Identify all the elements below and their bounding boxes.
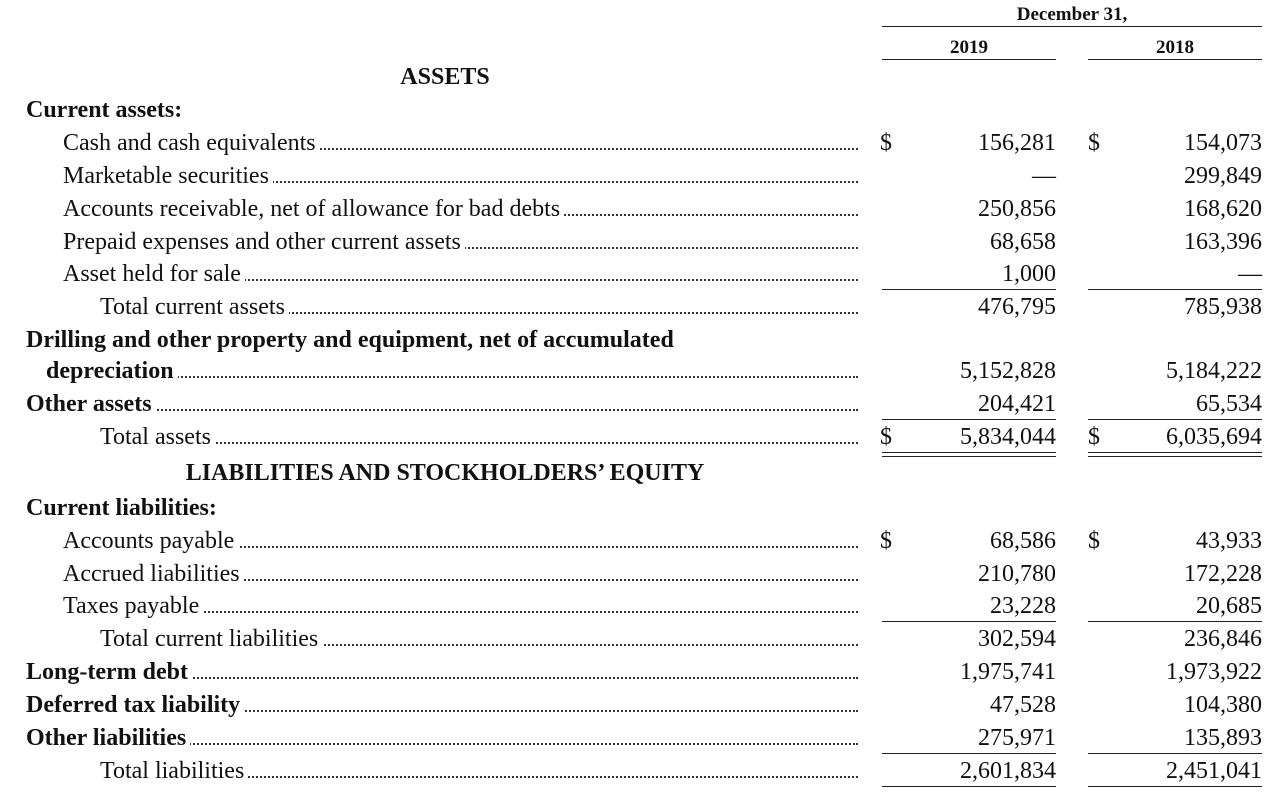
row-label-text: Accounts payable bbox=[63, 528, 238, 554]
subtotal-rule bbox=[1088, 419, 1262, 420]
header-rule bbox=[882, 26, 1262, 27]
subtotal-rule bbox=[882, 753, 1056, 754]
table-row bbox=[0, 755, 1278, 787]
total-double-rule bbox=[882, 452, 1056, 457]
table-row bbox=[0, 656, 1278, 688]
value-2018: 104,380 bbox=[1184, 692, 1262, 718]
table-row bbox=[0, 127, 1278, 159]
row-label-text: Other liabilities bbox=[26, 725, 190, 751]
subtotal-rule bbox=[882, 786, 1056, 787]
row-label bbox=[26, 656, 192, 688]
value-2019: — bbox=[1032, 163, 1056, 189]
row-label-text: Current assets: bbox=[26, 97, 186, 123]
value-2018: 168,620 bbox=[1184, 196, 1262, 222]
table-row bbox=[0, 355, 1278, 387]
subtotal-rule bbox=[882, 621, 1056, 622]
row-label-text: Asset held for sale bbox=[63, 261, 245, 287]
row-label-text: Taxes payable bbox=[63, 593, 203, 619]
value-2018: 154,073 bbox=[1184, 130, 1262, 156]
table-row bbox=[0, 94, 1278, 126]
value-2018: 65,534 bbox=[1196, 391, 1262, 417]
row-label-text: Drilling and other property and equipment, net of accumulated bbox=[26, 327, 678, 353]
value-2018: 135,893 bbox=[1184, 725, 1262, 751]
row-label-text: Deferred tax liability bbox=[26, 692, 244, 718]
row-label-text: Total current liabilities bbox=[100, 626, 322, 652]
value-2018: — bbox=[1238, 261, 1262, 287]
year-2018-rule bbox=[1088, 59, 1262, 60]
currency-symbol: $ bbox=[880, 130, 892, 156]
row-label bbox=[63, 226, 465, 258]
table-row bbox=[0, 291, 1278, 323]
year-2019-header: 2019 bbox=[950, 37, 988, 58]
row-label-text: Total current assets bbox=[100, 294, 289, 320]
row-label-text: Cash and cash equivalents bbox=[63, 130, 320, 156]
row-label bbox=[63, 558, 244, 590]
subtotal-rule bbox=[1088, 289, 1262, 290]
value-2018: 299,849 bbox=[1184, 163, 1262, 189]
row-label bbox=[63, 258, 245, 290]
currency-symbol: $ bbox=[880, 528, 892, 554]
table-row bbox=[0, 558, 1278, 590]
row-label-text: Other assets bbox=[26, 391, 156, 417]
value-2019: 204,421 bbox=[978, 391, 1056, 417]
row-label bbox=[63, 160, 273, 192]
row-label bbox=[100, 421, 215, 453]
total-double-rule bbox=[1088, 452, 1262, 457]
row-label bbox=[63, 525, 238, 557]
value-2019: 275,971 bbox=[978, 725, 1056, 751]
subtotal-rule bbox=[1088, 786, 1262, 787]
year-2018-header: 2018 bbox=[1156, 37, 1194, 58]
value-2018: 1,973,922 bbox=[1166, 659, 1262, 685]
value-2019: 476,795 bbox=[978, 294, 1056, 320]
value-2018: 2,451,041 bbox=[1166, 758, 1262, 784]
row-label-text: Marketable securities bbox=[63, 163, 273, 189]
subtotal-rule bbox=[1088, 753, 1262, 754]
value-2018: 785,938 bbox=[1184, 294, 1262, 320]
row-label bbox=[26, 689, 244, 721]
value-2019: 1,975,741 bbox=[960, 659, 1056, 685]
value-2019: 47,528 bbox=[990, 692, 1056, 718]
value-2019: 68,586 bbox=[990, 528, 1056, 554]
row-label-text: depreciation bbox=[46, 358, 178, 384]
row-label-text: Prepaid expenses and other current assets bbox=[63, 229, 465, 255]
table-row bbox=[0, 689, 1278, 721]
row-label bbox=[63, 590, 203, 622]
currency-symbol: $ bbox=[880, 424, 892, 450]
value-2018: 43,933 bbox=[1196, 528, 1262, 554]
table-row bbox=[0, 193, 1278, 225]
value-2018: 163,396 bbox=[1184, 229, 1262, 255]
row-label-text: Current liabilities: bbox=[26, 495, 221, 521]
row-label-text: Long-term debt bbox=[26, 659, 192, 685]
row-label bbox=[26, 722, 190, 754]
currency-symbol: $ bbox=[1088, 424, 1100, 450]
value-2019: 1,000 bbox=[1002, 261, 1056, 287]
value-2019: 156,281 bbox=[978, 130, 1056, 156]
value-2019: 68,658 bbox=[990, 229, 1056, 255]
liabilities-section-title: LIABILITIES AND STOCKHOLDERS’ EQUITY bbox=[185, 460, 705, 486]
value-2018: 172,228 bbox=[1184, 561, 1262, 587]
row-label bbox=[26, 324, 678, 356]
table-row bbox=[0, 160, 1278, 192]
value-2018: 236,846 bbox=[1184, 626, 1262, 652]
row-label bbox=[100, 623, 322, 655]
table-row bbox=[0, 226, 1278, 258]
row-label bbox=[26, 388, 156, 420]
row-label bbox=[46, 355, 178, 387]
assets-section-title: ASSETS bbox=[400, 64, 490, 90]
table-row bbox=[0, 722, 1278, 754]
row-label bbox=[100, 291, 289, 323]
subtotal-rule bbox=[882, 289, 1056, 290]
currency-symbol: $ bbox=[1088, 528, 1100, 554]
currency-symbol: $ bbox=[1088, 130, 1100, 156]
row-label-text: Total liabilities bbox=[100, 758, 248, 784]
row-label-text: Accrued liabilities bbox=[63, 561, 244, 587]
value-2019: 23,228 bbox=[990, 593, 1056, 619]
row-label-text: Accounts receivable, net of allowance for bad debts bbox=[63, 196, 564, 222]
table-row bbox=[0, 421, 1278, 453]
value-2018: 5,184,222 bbox=[1166, 358, 1262, 384]
subtotal-rule bbox=[1088, 621, 1262, 622]
table-row bbox=[0, 623, 1278, 655]
row-label bbox=[63, 193, 564, 225]
table-row bbox=[0, 324, 1278, 356]
table-row bbox=[0, 525, 1278, 557]
value-2019: 250,856 bbox=[978, 196, 1056, 222]
row-label bbox=[100, 755, 248, 787]
table-row bbox=[0, 492, 1278, 524]
row-label bbox=[26, 94, 186, 126]
row-label bbox=[26, 492, 221, 524]
value-2018: 20,685 bbox=[1196, 593, 1262, 619]
table-row bbox=[0, 388, 1278, 420]
subtotal-rule bbox=[882, 419, 1056, 420]
year-2019-rule bbox=[882, 59, 1056, 60]
value-2019: 5,152,828 bbox=[960, 358, 1056, 384]
date-header: December 31, bbox=[1016, 4, 1128, 25]
table-row bbox=[0, 258, 1278, 290]
value-2019: 210,780 bbox=[978, 561, 1056, 587]
value-2018: 6,035,694 bbox=[1166, 424, 1262, 450]
table-row bbox=[0, 590, 1278, 622]
value-2019: 302,594 bbox=[978, 626, 1056, 652]
row-label-text: Total assets bbox=[100, 424, 215, 450]
row-label bbox=[63, 127, 320, 159]
value-2019: 5,834,044 bbox=[960, 424, 1056, 450]
value-2019: 2,601,834 bbox=[960, 758, 1056, 784]
